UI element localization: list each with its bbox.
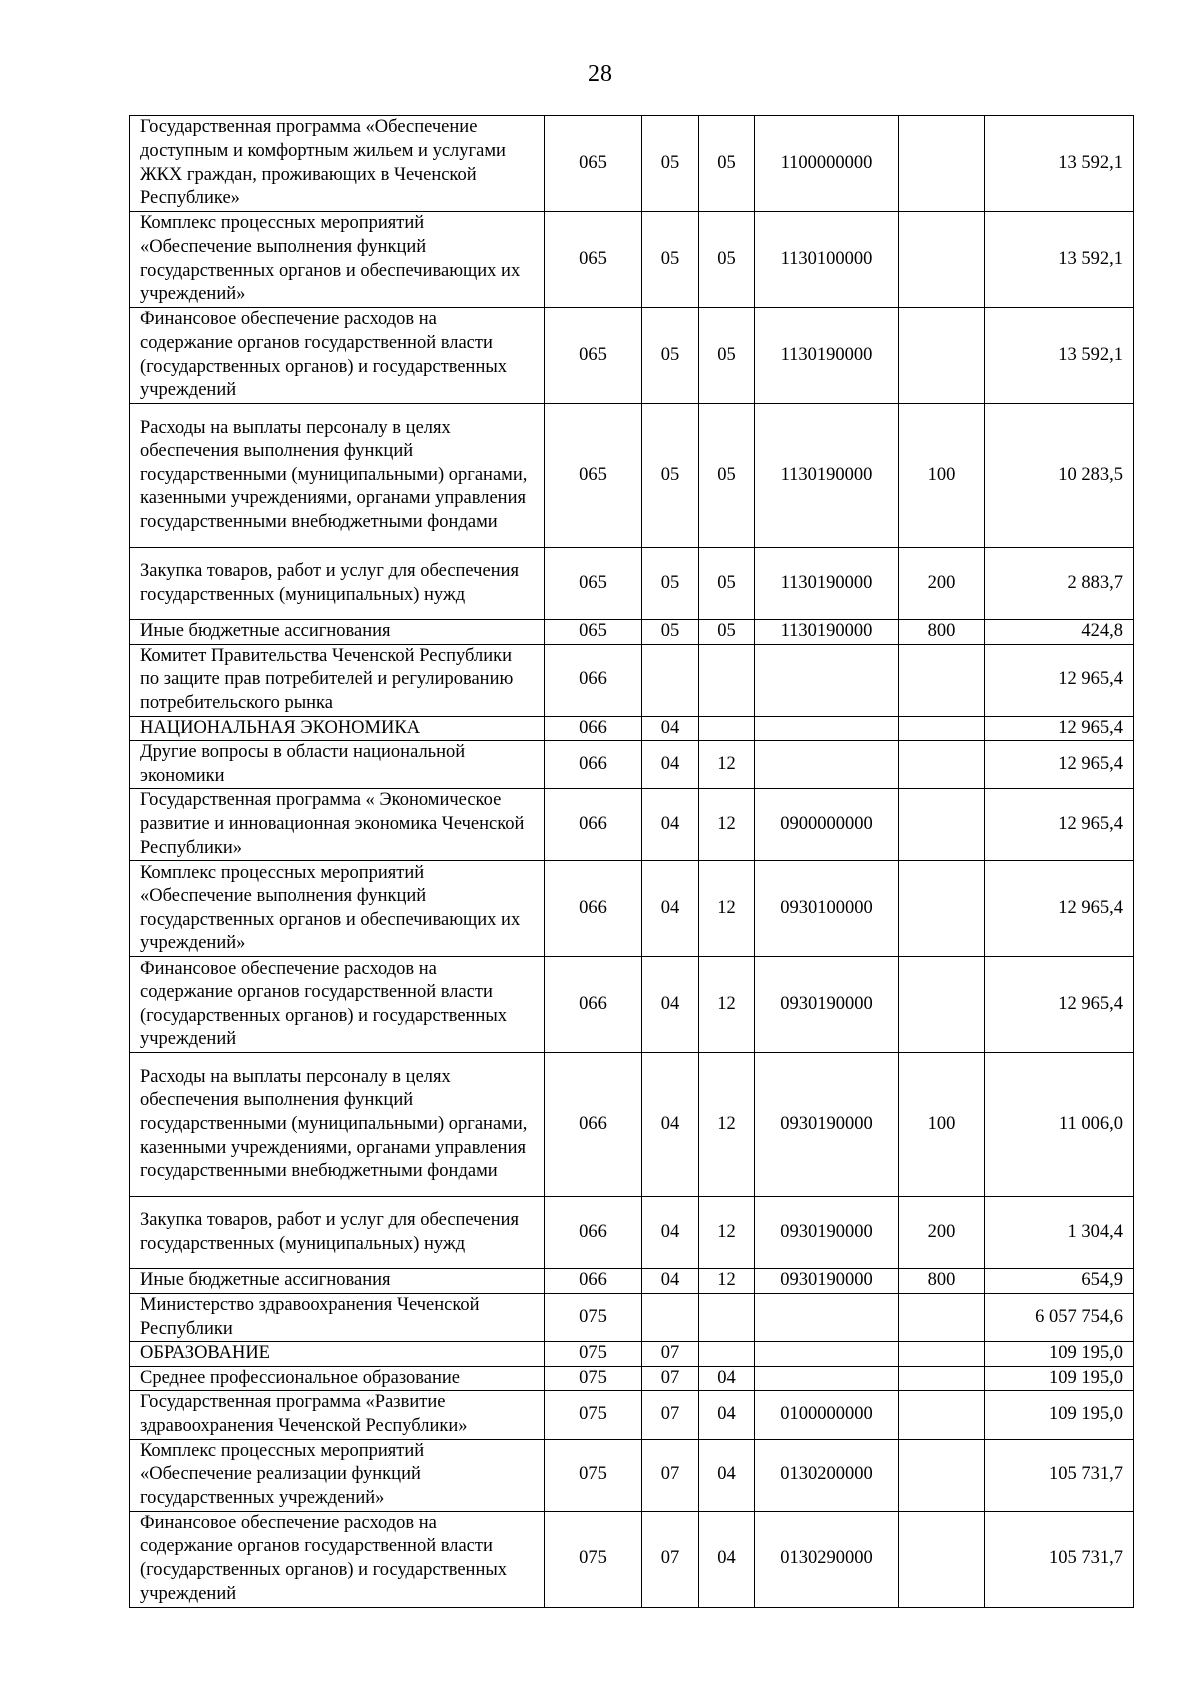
- cell-name: Государственная программа «Развитие здравоохранения Чеченской Республики»: [130, 1391, 545, 1439]
- cell-target-article-code: 0130290000: [755, 1511, 899, 1607]
- cell-target-article-code: [755, 741, 899, 789]
- cell-target-article-code: [755, 716, 899, 741]
- cell-ministry-code: 066: [545, 1269, 642, 1294]
- table-row: [130, 1511, 1134, 1607]
- cell-section-code: 05: [642, 548, 699, 620]
- cell-subsection-code: 12: [699, 1053, 755, 1197]
- cell-amount: 105 731,7: [985, 1511, 1134, 1607]
- cell-target-article-code: 1130190000: [755, 620, 899, 645]
- cell-amount: 424,8: [985, 620, 1134, 645]
- cell-ministry-code: 065: [545, 404, 642, 548]
- cell-section-code: 07: [642, 1439, 699, 1511]
- table-row: [130, 1391, 1134, 1439]
- cell-section-code: 04: [642, 861, 699, 957]
- cell-name: Государственная программа «Обеспечение доступным и комфортным жильем и услугами ЖКХ граждан, проживающих в Чеченской Республике»: [130, 116, 545, 212]
- cell-amount: 2 883,7: [985, 548, 1134, 620]
- cell-amount: 12 965,4: [985, 644, 1134, 716]
- cell-target-article-code: 1130190000: [755, 404, 899, 548]
- table-row: [130, 1366, 1134, 1391]
- table-row: [130, 308, 1134, 404]
- cell-section-code: 05: [642, 212, 699, 308]
- cell-subsection-code: [699, 1293, 755, 1341]
- cell-section-code: 05: [642, 308, 699, 404]
- cell-ministry-code: 065: [545, 548, 642, 620]
- cell-amount: 13 592,1: [985, 308, 1134, 404]
- cell-amount: 12 965,4: [985, 716, 1134, 741]
- cell-ministry-code: 066: [545, 741, 642, 789]
- cell-subsection-code: 05: [699, 116, 755, 212]
- cell-expense-type-code: [899, 1391, 985, 1439]
- cell-ministry-code: 075: [545, 1439, 642, 1511]
- cell-target-article-code: 1100000000: [755, 116, 899, 212]
- cell-amount: 105 731,7: [985, 1439, 1134, 1511]
- cell-target-article-code: 1130100000: [755, 212, 899, 308]
- cell-expense-type-code: 200: [899, 1197, 985, 1269]
- cell-name: Среднее профессиональное образование: [130, 1366, 545, 1391]
- cell-expense-type-code: 100: [899, 404, 985, 548]
- cell-expense-type-code: [899, 789, 985, 861]
- cell-name: ОБРАЗОВАНИЕ: [130, 1342, 545, 1367]
- cell-section-code: 05: [642, 620, 699, 645]
- cell-target-article-code: [755, 1366, 899, 1391]
- table-row: [130, 548, 1134, 620]
- cell-ministry-code: 066: [545, 716, 642, 741]
- cell-name: Финансовое обеспечение расходов на содержание органов государственной власти (государственных органов) и государственных учреждений: [130, 308, 545, 404]
- table-row: [130, 212, 1134, 308]
- cell-name: Финансовое обеспечение расходов на содержание органов государственной власти (государственных органов) и государственных учреждений: [130, 1511, 545, 1607]
- cell-section-code: 07: [642, 1511, 699, 1607]
- cell-expense-type-code: 100: [899, 1053, 985, 1197]
- cell-amount: 13 592,1: [985, 212, 1134, 308]
- cell-section-code: 07: [642, 1391, 699, 1439]
- cell-expense-type-code: 800: [899, 620, 985, 645]
- table-row: [130, 644, 1134, 716]
- cell-ministry-code: 066: [545, 789, 642, 861]
- cell-section-code: 05: [642, 116, 699, 212]
- cell-name: Закупка товаров, работ и услуг для обеспечения государственных (муниципальных) нужд: [130, 548, 545, 620]
- cell-subsection-code: 12: [699, 789, 755, 861]
- cell-section-code: 05: [642, 404, 699, 548]
- cell-target-article-code: 0900000000: [755, 789, 899, 861]
- cell-target-article-code: [755, 644, 899, 716]
- cell-expense-type-code: [899, 1439, 985, 1511]
- cell-subsection-code: 05: [699, 308, 755, 404]
- cell-target-article-code: [755, 1293, 899, 1341]
- cell-ministry-code: 075: [545, 1293, 642, 1341]
- cell-ministry-code: 066: [545, 1197, 642, 1269]
- table-row: [130, 861, 1134, 957]
- cell-expense-type-code: [899, 1342, 985, 1367]
- table-row: [130, 1439, 1134, 1511]
- cell-section-code: 07: [642, 1342, 699, 1367]
- cell-section-code: 04: [642, 716, 699, 741]
- cell-expense-type-code: [899, 716, 985, 741]
- cell-subsection-code: 05: [699, 404, 755, 548]
- cell-name: Иные бюджетные ассигнования: [130, 1269, 545, 1294]
- cell-name: Министерство здравоохранения Чеченской Республики: [130, 1293, 545, 1341]
- cell-subsection-code: [699, 1342, 755, 1367]
- table-row: [130, 1342, 1134, 1367]
- table-row: [130, 1293, 1134, 1341]
- table-row: [130, 116, 1134, 212]
- page-number: 28: [588, 61, 612, 87]
- cell-ministry-code: 066: [545, 1053, 642, 1197]
- cell-name: НАЦИОНАЛЬНАЯ ЭКОНОМИКА: [130, 716, 545, 741]
- cell-amount: 12 965,4: [985, 789, 1134, 861]
- cell-expense-type-code: [899, 741, 985, 789]
- cell-ministry-code: 065: [545, 620, 642, 645]
- cell-expense-type-code: [899, 861, 985, 957]
- cell-amount: 13 592,1: [985, 116, 1134, 212]
- cell-target-article-code: 0930190000: [755, 957, 899, 1053]
- cell-name: Расходы на выплаты персоналу в целях обеспечения выполнения функций государственными (муниципальными) органами, казенными учреждениями, органами управления государственными внебюджетными фондами: [130, 404, 545, 548]
- cell-amount: 109 195,0: [985, 1342, 1134, 1367]
- cell-amount: 6 057 754,6: [985, 1293, 1134, 1341]
- cell-section-code: 04: [642, 789, 699, 861]
- cell-amount: 12 965,4: [985, 957, 1134, 1053]
- cell-section-code: 04: [642, 957, 699, 1053]
- cell-section-code: [642, 644, 699, 716]
- cell-ministry-code: 075: [545, 1511, 642, 1607]
- cell-amount: 12 965,4: [985, 861, 1134, 957]
- cell-ministry-code: 066: [545, 644, 642, 716]
- cell-name: Иные бюджетные ассигнования: [130, 620, 545, 645]
- cell-ministry-code: 065: [545, 116, 642, 212]
- table-row: [130, 789, 1134, 861]
- cell-amount: 11 006,0: [985, 1053, 1134, 1197]
- cell-subsection-code: 12: [699, 1197, 755, 1269]
- cell-name: Расходы на выплаты персоналу в целях обеспечения выполнения функций государственными (муниципальными) органами, казенными учреждениями, органами управления государственными внебюджетными фондами: [130, 1053, 545, 1197]
- cell-name: Другие вопросы в области национальной экономики: [130, 741, 545, 789]
- cell-name: Комитет Правительства Чеченской Республики по защите прав потребителей и регулированию потребительского рынка: [130, 644, 545, 716]
- cell-target-article-code: 0930190000: [755, 1197, 899, 1269]
- cell-subsection-code: 04: [699, 1366, 755, 1391]
- cell-name: Финансовое обеспечение расходов на содержание органов государственной власти (государственных органов) и государственных учреждений: [130, 957, 545, 1053]
- cell-amount: 12 965,4: [985, 741, 1134, 789]
- cell-subsection-code: [699, 644, 755, 716]
- table-row: [130, 620, 1134, 645]
- cell-name: Комплекс процессных мероприятий «Обеспечение реализации функций государственных учреждений»: [130, 1439, 545, 1511]
- cell-subsection-code: 05: [699, 548, 755, 620]
- cell-subsection-code: [699, 716, 755, 741]
- cell-expense-type-code: [899, 116, 985, 212]
- cell-target-article-code: 1130190000: [755, 308, 899, 404]
- cell-ministry-code: 066: [545, 861, 642, 957]
- table-row: [130, 1053, 1134, 1197]
- cell-name: Комплекс процессных мероприятий «Обеспечение выполнения функций государственных органов и обеспечивающих их учреждений»: [130, 212, 545, 308]
- cell-target-article-code: 0930190000: [755, 1053, 899, 1197]
- cell-subsection-code: 12: [699, 861, 755, 957]
- cell-section-code: 04: [642, 1053, 699, 1197]
- cell-target-article-code: [755, 1342, 899, 1367]
- table-row: [130, 716, 1134, 741]
- table-row: [130, 404, 1134, 548]
- cell-subsection-code: 12: [699, 957, 755, 1053]
- cell-section-code: 07: [642, 1366, 699, 1391]
- cell-name: Государственная программа « Экономическое развитие и инновационная экономика Чеченской Республики»: [130, 789, 545, 861]
- cell-ministry-code: 075: [545, 1391, 642, 1439]
- cell-subsection-code: 05: [699, 620, 755, 645]
- cell-ministry-code: 065: [545, 212, 642, 308]
- cell-target-article-code: 0100000000: [755, 1391, 899, 1439]
- table-row: [130, 1197, 1134, 1269]
- cell-expense-type-code: [899, 1366, 985, 1391]
- table-row: [130, 1269, 1134, 1294]
- cell-name: Комплекс процессных мероприятий «Обеспечение выполнения функций государственных органов и обеспечивающих их учреждений»: [130, 861, 545, 957]
- budget-table: [129, 115, 1134, 1608]
- cell-ministry-code: 066: [545, 957, 642, 1053]
- cell-amount: 109 195,0: [985, 1366, 1134, 1391]
- cell-ministry-code: 075: [545, 1342, 642, 1367]
- cell-expense-type-code: [899, 1293, 985, 1341]
- cell-amount: 109 195,0: [985, 1391, 1134, 1439]
- cell-target-article-code: 0930190000: [755, 1269, 899, 1294]
- cell-ministry-code: 075: [545, 1366, 642, 1391]
- cell-subsection-code: 04: [699, 1439, 755, 1511]
- cell-subsection-code: 04: [699, 1511, 755, 1607]
- cell-subsection-code: 12: [699, 1269, 755, 1294]
- cell-expense-type-code: 200: [899, 548, 985, 620]
- cell-expense-type-code: [899, 957, 985, 1053]
- cell-target-article-code: 0130200000: [755, 1439, 899, 1511]
- cell-expense-type-code: [899, 644, 985, 716]
- cell-ministry-code: 065: [545, 308, 642, 404]
- cell-subsection-code: 12: [699, 741, 755, 789]
- cell-amount: 654,9: [985, 1269, 1134, 1294]
- cell-amount: 10 283,5: [985, 404, 1134, 548]
- cell-section-code: 04: [642, 1269, 699, 1294]
- cell-subsection-code: 04: [699, 1391, 755, 1439]
- cell-amount: 1 304,4: [985, 1197, 1134, 1269]
- budget-table-body: [130, 116, 1134, 1608]
- cell-expense-type-code: [899, 212, 985, 308]
- cell-section-code: [642, 1293, 699, 1341]
- cell-section-code: 04: [642, 741, 699, 789]
- cell-expense-type-code: 800: [899, 1269, 985, 1294]
- table-row: [130, 741, 1134, 789]
- cell-name: Закупка товаров, работ и услуг для обеспечения государственных (муниципальных) нужд: [130, 1197, 545, 1269]
- cell-expense-type-code: [899, 308, 985, 404]
- cell-subsection-code: 05: [699, 212, 755, 308]
- cell-target-article-code: 1130190000: [755, 548, 899, 620]
- table-row: [130, 957, 1134, 1053]
- cell-section-code: 04: [642, 1197, 699, 1269]
- cell-expense-type-code: [899, 1511, 985, 1607]
- cell-target-article-code: 0930100000: [755, 861, 899, 957]
